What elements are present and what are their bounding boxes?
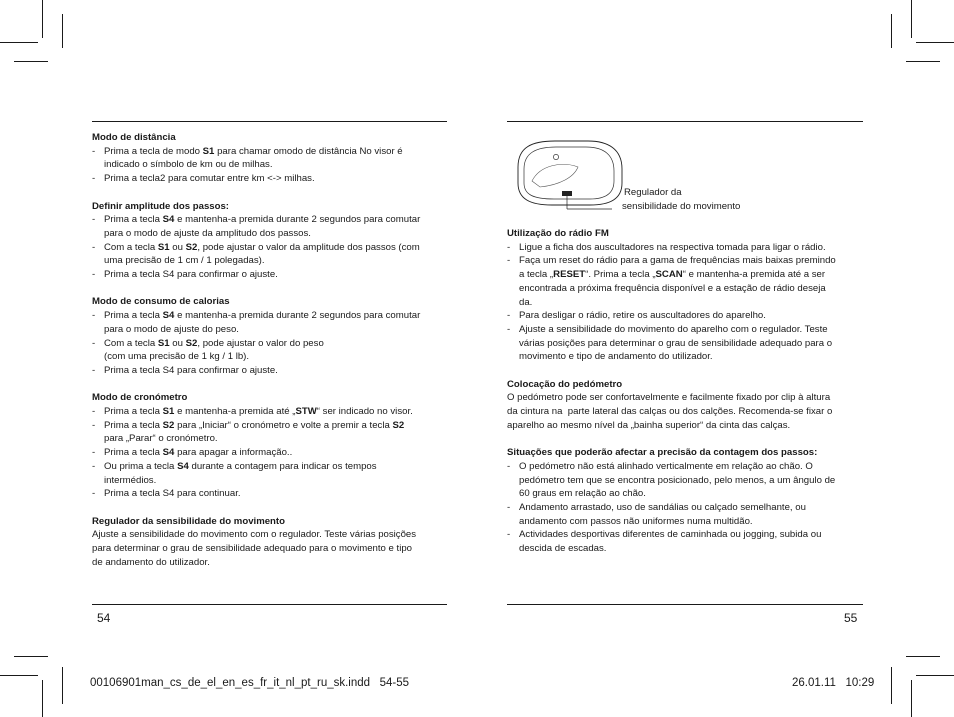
text-run: Prima a tecla2 para comutar entre km <-> milhas. — [104, 173, 315, 185]
section — [92, 391, 452, 501]
bullet-item: - Prima a tecla S4 e mantenha-a premida durante 2 segundos para comutar para o modo de ajuste do peso. — [92, 310, 421, 335]
text-run: para o modo de ajuste do peso. — [104, 323, 239, 335]
crop-mark — [0, 675, 38, 676]
key-label: S1 — [157, 337, 170, 349]
text-run: Prima a tecla S4 para confirmar o ajuste. — [104, 269, 278, 281]
key-label: S1 — [162, 406, 175, 418]
text-run: durante a contagem para indicar os tempos — [188, 460, 377, 472]
section-heading: Modo de consumo de calorias — [92, 296, 230, 308]
text-run: ou — [169, 337, 186, 349]
section-heading: Colocação do pedómetro — [507, 378, 623, 390]
left-column — [92, 131, 452, 583]
page-number-right: 55 — [844, 611, 858, 625]
crop-mark — [42, 0, 43, 38]
figure-caption-line: sensibilidade do movimento — [622, 200, 741, 212]
section — [92, 515, 452, 570]
text-run: para „Parar“ o cronómetro. — [104, 433, 218, 445]
text-run: “ ser indicado no visor. — [316, 406, 413, 418]
text-run: movimento e tipo de andamento do utilizador. — [519, 351, 713, 363]
section-heading: Modo de cronómetro — [92, 392, 188, 404]
paragraph-line: Ajuste a sensibilidade do movimento com o regulador. Teste várias posições — [92, 529, 417, 541]
figure-caption-line: Regulador da — [624, 187, 682, 198]
crop-mark — [911, 0, 912, 38]
bullet-item: - Prima a tecla S4 para confirmar o ajuste. — [92, 269, 278, 281]
top-rule-left — [92, 121, 447, 122]
bullet-item: - O pedómetro não está alinhado verticalmente em relação ao chão. O pedómetro tem que se encontra posicionado, pelo menos, a um ângulo de 60 graus em relação ao chão. — [507, 460, 836, 500]
text-run: Com a tecla — [104, 241, 158, 253]
text-run: Andamento arrastado, uso de sandálias ou calçado semelhante, ou — [519, 502, 806, 514]
text-run: , pode ajustar o valor da amplitude dos passos (com — [197, 241, 420, 253]
text-run: pedómetro tem que se encontra posicionado, pelo menos, a um ângulo de — [519, 474, 836, 486]
text-run: encontrada a próxima frequência disponível e a estação de rádio deseja — [519, 282, 826, 294]
text-run: para „Iniciar“ o cronómetro e volte a premir a tecla — [174, 419, 393, 431]
text-run: para o modo de ajuste da amplitudo dos passos. — [104, 227, 311, 239]
section — [507, 378, 869, 433]
crop-mark — [14, 656, 48, 657]
text-run: , pode ajustar o valor do peso — [197, 337, 324, 349]
key-label: S4 — [162, 310, 175, 322]
text-run: para apagar a informação.. — [174, 447, 293, 459]
key-label: S1 — [157, 241, 170, 253]
text-run: “. Prima a tecla „ — [585, 269, 656, 281]
key-label: S2 — [185, 241, 198, 253]
top-rule-right — [507, 121, 863, 122]
crop-mark — [891, 667, 892, 704]
bullet-item: - Prima a tecla2 para comutar entre km <-> milhas. — [92, 173, 315, 185]
key-label: S4 — [162, 447, 175, 459]
text-run: Prima a tecla S4 para continuar. — [104, 488, 241, 500]
bullet-item: - Prima a tecla S2 para „Iniciar“ o cronómetro e volte a premir a tecla S2 para „Parar“ o cronómetro. — [92, 419, 405, 445]
paragraph-line: da cintura na parte lateral das calças ou dos calções. Recomenda-se fixar o — [507, 406, 833, 418]
text-run: e mantenha-a premida até „ — [174, 406, 296, 418]
crop-mark — [62, 667, 63, 704]
bullet-item: - Faça um reset do rádio para a gama de frequências mais baixas premindo a tecla „RESET“. Prima a tecla „SCAN“ e mantenha-a premida até a ser encontrada a próxima frequência disponível e a estação de rádio deseja da. — [507, 255, 836, 308]
bullet-item: - Ou prima a tecla S4 durante a contagem para indicar os tempos intermédios. — [92, 460, 377, 486]
bottom-rule-left — [92, 604, 447, 605]
key-label: S2 — [185, 337, 198, 349]
section — [507, 446, 869, 556]
right-column — [507, 227, 869, 570]
page-number-left: 54 — [97, 611, 111, 625]
section — [92, 295, 452, 377]
key-label: S2 — [162, 419, 175, 431]
pedometer-illustration — [510, 137, 630, 217]
text-run: da. — [519, 296, 533, 308]
crop-mark — [62, 14, 63, 48]
paragraph-line: aparelho ao mesmo nível da „bainha superior“ da cinta das calças. — [507, 419, 791, 431]
text-run: intermédios. — [104, 474, 157, 486]
key-label: S1 — [202, 145, 215, 157]
section — [92, 200, 452, 282]
key-label: STW — [295, 406, 317, 418]
bullet-item: - Para desligar o rádio, retire os auscultadores do aparelho. — [507, 310, 766, 322]
text-run: a tecla „ — [519, 269, 554, 281]
text-run: Prima a tecla — [104, 406, 163, 418]
section-heading: Definir amplitude dos passos: — [92, 200, 230, 212]
crop-mark — [906, 656, 940, 657]
text-run: O pedómetro não está alinhado verticalmente em relação ao chão. O — [519, 460, 813, 472]
text-run: Prima a tecla — [104, 419, 163, 431]
slug-datetime: 26.01.11 10:29 — [792, 677, 875, 689]
crop-mark — [42, 680, 43, 717]
crop-mark — [0, 42, 38, 43]
section — [507, 227, 869, 364]
section — [92, 131, 452, 186]
text-run: descida de escadas. — [519, 543, 607, 555]
text-run: Prima a tecla S4 para confirmar o ajuste. — [104, 364, 278, 376]
bottom-rule-right — [507, 604, 863, 605]
key-label: S4 — [162, 214, 175, 226]
bullet-item: - Ajuste a sensibilidade do movimento do aparelho com o regulador. Teste várias posições para determinar o grau de sensibilidade adequado para o movimento e tipo de andamento do utilizador. — [507, 323, 833, 363]
bullet-item: - Actividades desportivas diferentes de caminhada ou jogging, subida ou descida de escadas. — [507, 529, 822, 555]
text-run: “ e mantenha-a premida até a ser — [682, 269, 826, 281]
text-run: uma precisão de 1 cm / 1 polegadas). — [104, 255, 265, 267]
section-heading: Utilização do rádio FM — [507, 228, 609, 239]
text-run: Ou prima a tecla — [104, 460, 178, 472]
key-label: S4 — [177, 460, 189, 472]
text-run: Faça um reset do rádio para a gama de frequências mais baixas premindo — [519, 255, 836, 267]
key-label: SCAN — [655, 269, 683, 281]
slug-filename: 00106901man_cs_de_el_en_es_fr_it_nl_pt_ru_sk.indd 54-55 — [90, 677, 410, 689]
crop-mark — [916, 42, 954, 43]
text-run: andamento com passos não uniformes numa multidão. — [519, 515, 753, 527]
paragraph-line: para determinar o grau de sensibilidade adequado para o movimento e tipo — [92, 543, 412, 555]
crop-mark — [14, 61, 48, 62]
paragraph-line: O pedómetro pode ser confortavelmente e facilmente fixado por clip à altura — [507, 392, 831, 404]
bullet-item: - Prima a tecla de modo S1 para chamar omodo de distância No visor é indicado o símbolo de km ou de milhas. — [92, 145, 403, 171]
text-run: Ajuste a sensibilidade do movimento do aparelho com o regulador. Teste — [519, 323, 828, 335]
text-run: e mantenha-a premida durante 2 segundos para comutar — [174, 310, 421, 322]
text-run: ou — [169, 241, 186, 253]
bullet-item: - Prima a tecla S4 para continuar. — [92, 488, 241, 500]
text-run: para chamar omodo de distância No visor é — [214, 145, 403, 157]
paragraph-line: de andamento do utilizador. — [92, 556, 210, 568]
text-run: Ligue a ficha dos auscultadores na respectiva tomada para ligar o rádio. — [519, 241, 826, 253]
section-heading: Regulador da sensibilidade do movimento — [92, 515, 285, 527]
bullet-item: - Com a tecla S1 ou S2, pode ajustar o valor do peso (com uma precisão de 1 kg / 1 lb). — [92, 337, 324, 363]
section-heading: Modo de distância — [92, 132, 176, 143]
text-run: Para desligar o rádio, retire os auscultadores do aparelho. — [519, 310, 766, 322]
text-run: e mantenha-a premida durante 2 segundos para comutar — [174, 214, 421, 226]
key-label: RESET — [553, 269, 586, 281]
text-run: várias posições para determinar o grau de sensibilidade adequado para o — [519, 337, 833, 349]
bullet-item: - Prima a tecla S4 para confirmar o ajuste. — [92, 364, 278, 376]
bullet-item: - Prima a tecla S4 para apagar a informação.. — [92, 447, 293, 459]
text-run: Prima a tecla — [104, 447, 163, 459]
section-heading: Situações que poderão afectar a precisão da contagem dos passos: — [507, 447, 818, 459]
text-run: indicado o símbolo de km ou de milhas. — [104, 159, 273, 171]
text-run: (com uma precisão de 1 kg / 1 lb). — [104, 351, 250, 363]
bullet-item: - Andamento arrastado, uso de sandálias ou calçado semelhante, ou andamento com passos não uniformes numa multidão. — [507, 502, 806, 527]
text-run: 60 graus em relação ao chão. — [519, 488, 646, 500]
bullet-item: - Prima a tecla S4 e mantenha-a premida durante 2 segundos para comutar para o modo de ajuste da amplitudo dos passos. — [92, 214, 421, 239]
text-run: Actividades desportivas diferentes de caminhada ou jogging, subida ou — [519, 529, 822, 541]
text-run: Prima a tecla — [104, 214, 163, 226]
bullet-item: - Com a tecla S1 ou S2, pode ajustar o valor da amplitude dos passos (com uma precisão de 1 cm / 1 polegadas). — [92, 241, 420, 267]
crop-mark — [891, 14, 892, 48]
key-label: S2 — [392, 419, 405, 431]
text-run: Com a tecla — [104, 337, 158, 349]
text-run: Prima a tecla — [104, 310, 163, 322]
bullet-item: - Prima a tecla S1 e mantenha-a premida até „STW“ ser indicado no visor. — [92, 406, 413, 418]
figure-caption — [622, 186, 740, 213]
text-run: Prima a tecla de modo — [104, 145, 203, 157]
crop-mark — [911, 680, 912, 717]
bullet-item: - Ligue a ficha dos auscultadores na respectiva tomada para ligar o rádio. — [507, 241, 826, 253]
crop-mark — [916, 675, 954, 676]
crop-mark — [906, 61, 940, 62]
